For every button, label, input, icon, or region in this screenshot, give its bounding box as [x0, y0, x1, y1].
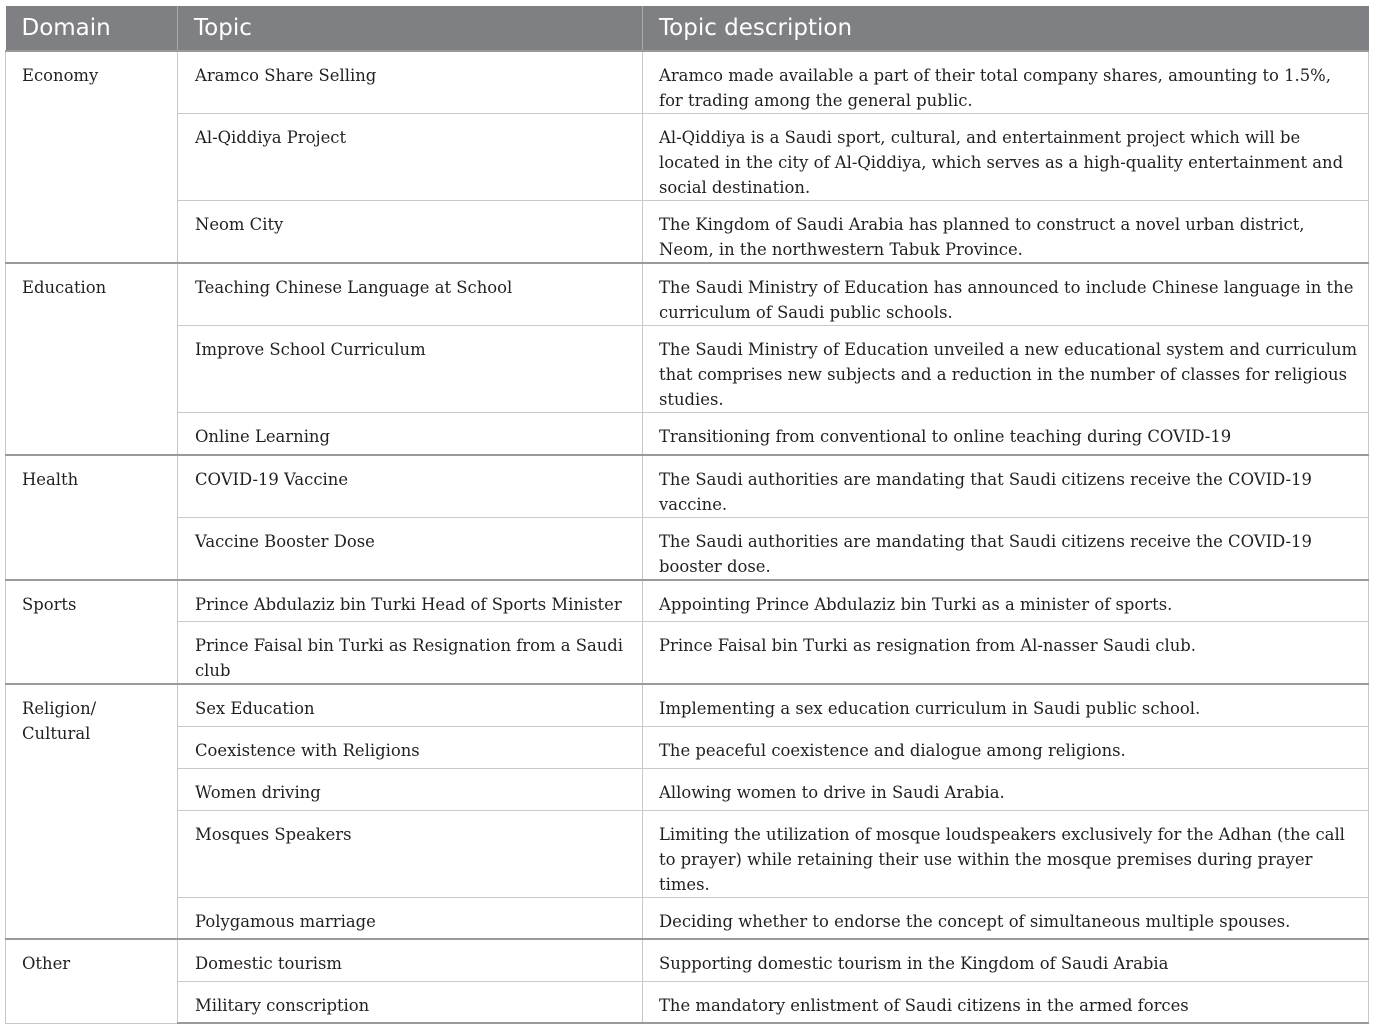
header-topic-description: Topic description: [643, 6, 1369, 51]
description-cell: Allowing women to drive in Saudi Arabia.: [643, 768, 1369, 810]
description-cell: The peaceful coexistence and dialogue among religions.: [643, 726, 1369, 768]
table-row: [6, 768, 1369, 810]
topic-cell: Neom City: [178, 201, 643, 264]
domain-cell: Religion/ Cultural: [6, 684, 178, 939]
description-cell: The Saudi authorities are mandating that Saudi citizens receive the COVID-19 vaccine.: [643, 455, 1369, 518]
topic-cell: Prince Abdulaziz bin Turki Head of Sports Minister: [178, 580, 643, 622]
topic-cell: Online Learning: [178, 413, 643, 455]
topic-cell: Teaching Chinese Language at School: [178, 263, 643, 326]
topic-cell: Al-Qiddiya Project: [178, 114, 643, 201]
table-row: [6, 455, 1369, 518]
header-row: [6, 6, 1369, 51]
topic-cell: Sex Education: [178, 684, 643, 726]
header-domain: Domain: [6, 6, 178, 51]
description-cell: Implementing a sex education curriculum in Saudi public school.: [643, 684, 1369, 726]
description-cell: The mandatory enlistment of Saudi citizens in the armed forces: [643, 981, 1369, 1023]
description-cell: The Saudi Ministry of Education has announced to include Chinese language in the curriculum of Saudi public schools.: [643, 263, 1369, 326]
domain-cell: Education: [6, 263, 178, 455]
description-cell: Aramco made available a part of their total company shares, amounting to 1.5%, for trading among the general public.: [643, 51, 1369, 114]
topic-cell: Military conscription: [178, 981, 643, 1023]
table-row: [6, 413, 1369, 455]
topic-cell: Domestic tourism: [178, 939, 643, 981]
description-cell: Transitioning from conventional to online teaching during COVID-19: [643, 413, 1369, 455]
description-cell: Appointing Prince Abdulaziz bin Turki as a minister of sports.: [643, 580, 1369, 622]
topic-cell: Mosques Speakers: [178, 810, 643, 897]
table-row: [6, 981, 1369, 1023]
domain-cell: Health: [6, 455, 178, 580]
table-row: [6, 51, 1369, 114]
description-cell: Supporting domestic tourism in the Kingdom of Saudi Arabia: [643, 939, 1369, 981]
description-cell: Deciding whether to endorse the concept of simultaneous multiple spouses.: [643, 897, 1369, 939]
topic-cell: COVID-19 Vaccine: [178, 455, 643, 518]
table-row: [6, 580, 1369, 622]
table-row: [6, 326, 1369, 413]
table-row: [6, 517, 1369, 580]
domain-cell: Economy: [6, 51, 178, 263]
table-row: [6, 114, 1369, 201]
description-cell: Al-Qiddiya is a Saudi sport, cultural, and entertainment project which will be located in the city of Al-Qiddiya, which serves as a high-quality entertainment and social destination.: [643, 114, 1369, 201]
topic-cell: Polygamous marriage: [178, 897, 643, 939]
topic-cell: Improve School Curriculum: [178, 326, 643, 413]
table-row: [6, 810, 1369, 897]
topic-cell: Prince Faisal bin Turki as Resignation from a Saudi club: [178, 622, 643, 685]
topics-table: [5, 6, 1369, 1024]
table-row: [6, 897, 1369, 939]
description-cell: The Kingdom of Saudi Arabia has planned to construct a novel urban district, Neom, in the northwestern Tabuk Province.: [643, 201, 1369, 264]
table-row: [6, 684, 1369, 726]
topic-cell: Women driving: [178, 768, 643, 810]
table-row: [6, 726, 1369, 768]
table-row: [6, 622, 1369, 685]
topic-cell: Aramco Share Selling: [178, 51, 643, 114]
topic-cell: Vaccine Booster Dose: [178, 517, 643, 580]
domain-cell: Sports: [6, 580, 178, 685]
description-cell: Prince Faisal bin Turki as resignation from Al-nasser Saudi club.: [643, 622, 1369, 685]
table-row: [6, 201, 1369, 264]
description-cell: The Saudi Ministry of Education unveiled a new educational system and curriculum that comprises new subjects and a reduction in the number of classes for religious studies.: [643, 326, 1369, 413]
table-row: [6, 263, 1369, 326]
description-cell: The Saudi authorities are mandating that Saudi citizens receive the COVID-19 booster dose.: [643, 517, 1369, 580]
topic-cell: Coexistence with Religions: [178, 726, 643, 768]
header-topic: Topic: [178, 6, 643, 51]
description-cell: Limiting the utilization of mosque loudspeakers exclusively for the Adhan (the call to prayer) while retaining their use within the mosque premises during prayer times.: [643, 810, 1369, 897]
table-row: [6, 939, 1369, 981]
domain-cell: Other: [6, 939, 178, 1023]
